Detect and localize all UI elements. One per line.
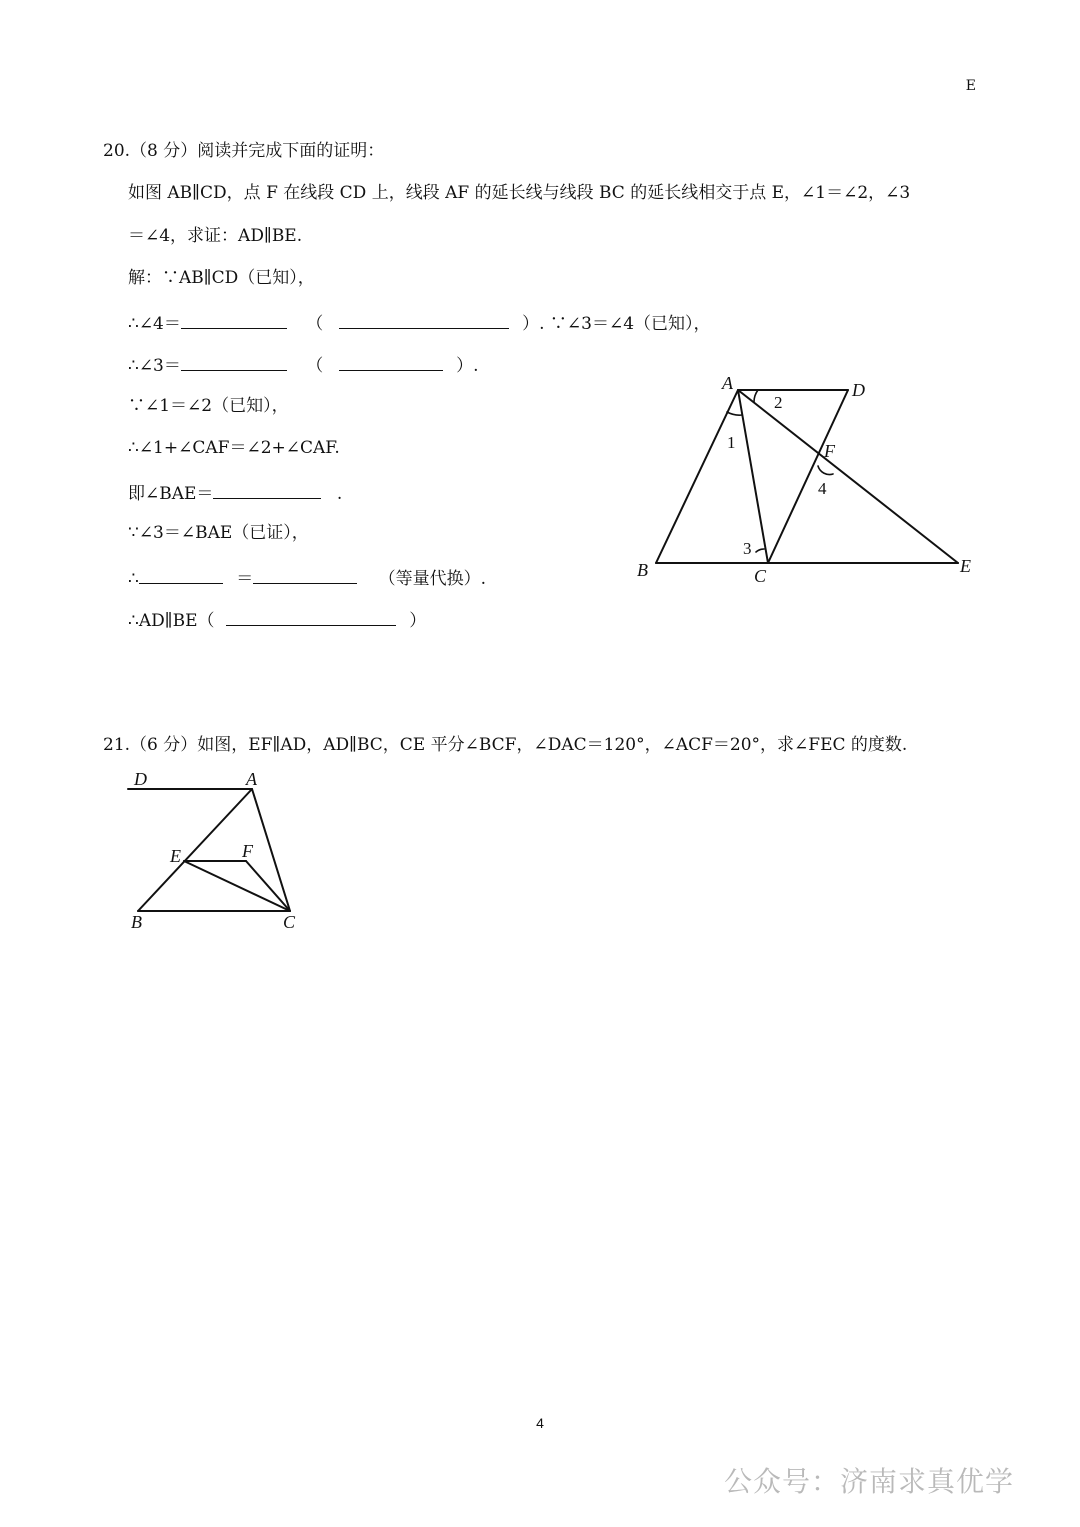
angle-arc-3	[756, 549, 764, 552]
q20-title: 20.（8 分）阅读并完成下面的证明：	[103, 141, 385, 161]
answer-blank-angle3[interactable]	[181, 352, 287, 371]
q20-step-8-lead: ∴	[128, 569, 139, 589]
answer-blank-angle4[interactable]	[181, 310, 287, 329]
segment-fc	[246, 861, 290, 911]
angle-arc-2	[754, 390, 758, 402]
point-label-f: F	[242, 841, 253, 861]
q20-step-9	[128, 607, 426, 632]
answer-blank-reason-final[interactable]	[226, 607, 396, 626]
q20-problem-line2: ＝∠4，求证：AD∥BE.	[128, 226, 303, 246]
q20-step-7: ∵∠3＝∠BAE（已证），	[128, 523, 309, 543]
segment-ac	[252, 789, 290, 911]
q20-step-6	[128, 480, 342, 505]
figure-21-diagram	[120, 765, 330, 935]
q20-step-4: ∵∠1＝∠2（已知），	[128, 396, 289, 416]
point-label-d: D	[852, 380, 865, 400]
point-label-c: C	[754, 566, 767, 586]
watermark: 公众号：济南求真优学	[723, 1465, 1014, 1498]
angle-label-1: 1	[727, 433, 736, 452]
point-label-e: E	[170, 846, 181, 866]
q20-step-9-lead: ∴AD∥BE（	[128, 611, 215, 631]
segment-ab	[656, 390, 738, 563]
segment-ab	[138, 789, 252, 911]
q20-step-8	[128, 565, 486, 590]
angle-label-2: 2	[774, 393, 783, 412]
point-label-e: E	[960, 556, 971, 576]
q20-problem-line1: 如图 AB∥CD，点 F 在线段 CD 上，线段 AF 的延长线与线段 BC 的延长线相交于点 E，∠1＝∠2，∠3	[128, 183, 911, 203]
angle-arc-1	[727, 412, 742, 415]
q20-step-3-tail: ）.	[456, 356, 479, 376]
q20-step-3-lead: ∴∠3＝	[128, 356, 181, 376]
q21-title: 21.（6 分）如图，EF∥AD，AD∥BC，CE 平分∠BCF，∠DAC＝120°，∠ACF＝20°，求∠FEC 的度数.	[103, 735, 908, 755]
answer-blank-reason-1[interactable]	[339, 310, 509, 329]
point-label-d: D	[134, 769, 147, 789]
point-label-a: A	[246, 769, 257, 789]
segment-ec	[184, 861, 290, 911]
q20-step-2-open: （	[306, 314, 324, 334]
point-label-c: C	[283, 912, 296, 932]
q20-step-2	[128, 310, 711, 335]
q20-step-6-lead: 即∠BAE＝	[128, 484, 214, 504]
answer-blank-sub-right[interactable]	[253, 565, 357, 584]
figure-20-diagram	[620, 365, 1000, 595]
angle-label-4: 4	[818, 479, 827, 498]
q20-step-2-tail: ）. ∵∠3＝∠4（已知），	[522, 314, 711, 334]
corner-mark: E	[965, 78, 976, 94]
page-number: 4	[536, 1415, 544, 1431]
q20-step-3-open: （	[306, 356, 324, 376]
segment-dc	[768, 390, 848, 563]
q20-step-1: 解：∵AB∥CD（已知），	[128, 268, 315, 288]
q20-step-9-tail: ）	[409, 611, 427, 631]
point-label-b: B	[131, 912, 142, 932]
segment-ae	[738, 390, 958, 563]
q20-step-8-tail: （等量代换）.	[378, 569, 487, 589]
q20-step-6-tail: .	[336, 484, 343, 504]
segment-ac	[738, 390, 768, 563]
answer-blank-reason-2[interactable]	[339, 352, 443, 371]
answer-blank-bae[interactable]	[213, 480, 321, 499]
q20-step-5: ∴∠1+∠CAF＝∠2+∠CAF.	[128, 438, 340, 458]
q20-step-2-lead: ∴∠4＝	[128, 314, 181, 334]
point-label-b: B	[637, 560, 648, 580]
point-label-f: F	[824, 441, 835, 461]
angle-label-3: 3	[743, 539, 752, 558]
angle-arc-4	[818, 466, 833, 475]
point-label-a: A	[722, 373, 733, 393]
q20-step-8-eq: ＝	[236, 569, 254, 589]
answer-blank-sub-left[interactable]	[139, 565, 223, 584]
q20-step-3	[128, 352, 479, 377]
